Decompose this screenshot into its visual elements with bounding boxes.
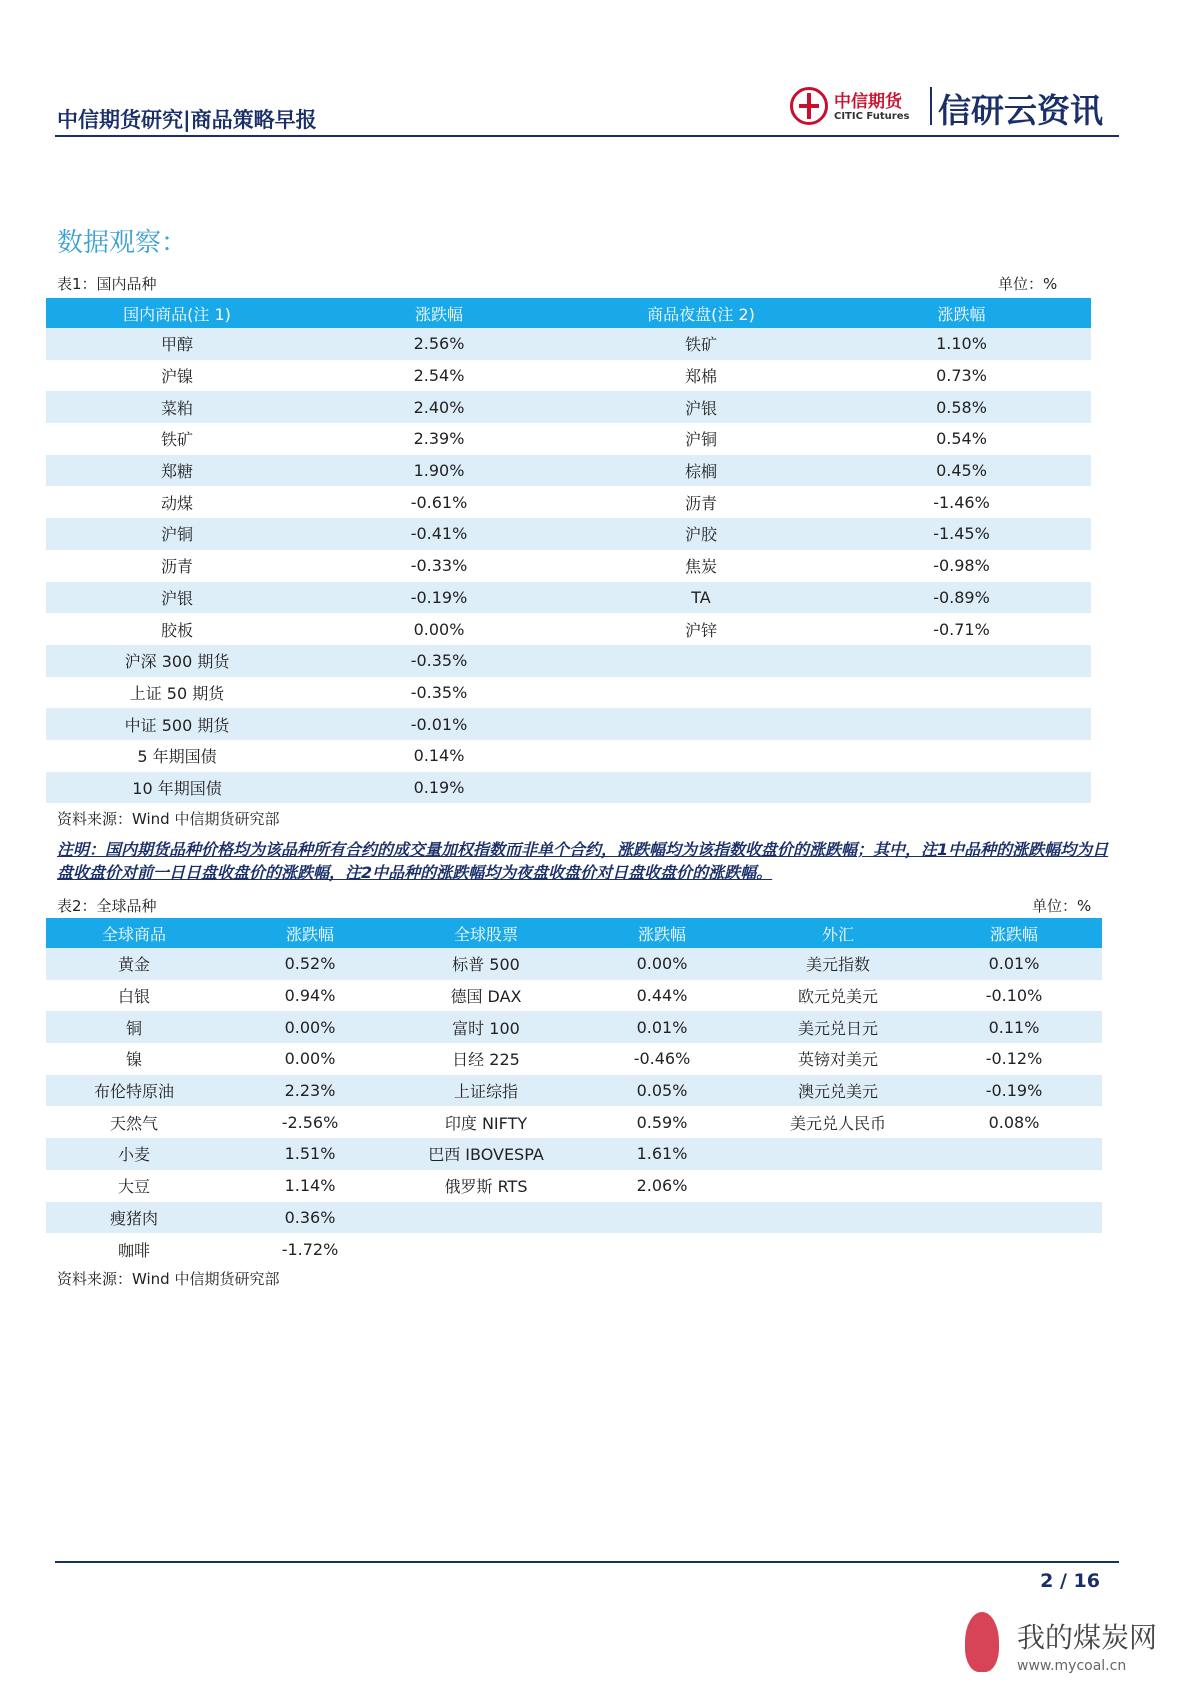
domestic-table	[46, 298, 1091, 803]
table-row	[46, 455, 1091, 487]
table-cell: 1.14%	[284, 1176, 336, 1196]
table-cell: 郑棉	[684, 367, 717, 387]
table-cell: 1.61%	[636, 1144, 688, 1164]
table-row	[46, 645, 1091, 677]
table-cell: 2.40%	[413, 397, 465, 417]
table-cell: 铁矿	[684, 335, 717, 355]
table1-source: 资料来源：Wind 中信期货研究部	[57, 810, 280, 828]
table-cell: 小麦	[117, 1145, 150, 1165]
table2-source: 资料来源：Wind 中信期货研究部	[57, 1270, 280, 1288]
watermark-cn: 我的煤炭网	[1017, 1621, 1158, 1654]
header-cell: 涨跌幅	[637, 924, 686, 944]
table-row	[46, 740, 1091, 772]
table-cell: 0.08%	[988, 1112, 1040, 1132]
table-cell: 布伦特原油	[93, 1082, 174, 1102]
table-cell: 富时 100	[452, 1018, 520, 1038]
table-cell: 0.59%	[636, 1112, 688, 1132]
table-cell: 巴西 IBOVESPA	[428, 1145, 544, 1165]
table-cell: 印度 NIFTY	[444, 1113, 528, 1133]
table-cell: 0.52%	[284, 954, 336, 974]
table-cell: 沥青	[160, 557, 193, 577]
table-cell: 菜粕	[160, 398, 193, 418]
table-cell: -0.35%	[410, 682, 468, 702]
table-cell: 动煤	[160, 493, 193, 513]
table-cell: 胶板	[160, 620, 193, 640]
table-cell: 沪铜	[160, 525, 193, 545]
table-cell: 0.00%	[284, 1049, 336, 1069]
table-cell: -0.19%	[985, 1081, 1043, 1101]
table-cell: -0.98%	[933, 556, 990, 576]
table-cell: 黄金	[117, 955, 150, 975]
table-row	[46, 391, 1091, 423]
watermark	[955, 1610, 1185, 1690]
table-row	[46, 486, 1091, 518]
table1-unit: 单位：%	[998, 275, 1058, 293]
flame-icon	[965, 1612, 999, 1672]
citic-logo	[790, 85, 1120, 135]
table-row	[46, 1138, 1102, 1170]
table-cell: 咖啡	[117, 1240, 150, 1260]
table-cell: 德国 DAX	[450, 987, 522, 1007]
table-row	[46, 328, 1091, 360]
logo-en-text: CITIC Futures	[834, 111, 910, 122]
table-cell: 美元兑日元	[797, 1018, 878, 1038]
table-cell: 天然气	[109, 1113, 158, 1133]
footer-rule	[55, 1561, 1119, 1563]
table-row	[46, 518, 1091, 550]
table-note: 注明：国内期货品种价格均为该品种所有合约的成交量加权指数而非单个合约，涨跌幅均为该指数收盘价的涨跌幅；其中，注1中品种的涨跌幅均为日盘收盘价对前一日日盘收盘价的涨跌幅，注2中品种的涨跌幅均为夜盘收盘价对日盘收盘价的涨跌幅。	[57, 840, 1109, 882]
table-cell: 2.39%	[413, 429, 465, 449]
header-cell: 涨跌幅	[937, 304, 986, 324]
table-cell: 上证综指	[453, 1082, 518, 1102]
table-cell: -1.45%	[933, 524, 990, 544]
table-row	[46, 948, 1102, 980]
table-cell: 沥青	[684, 493, 717, 513]
header-rule	[55, 135, 1119, 137]
header-cell: 商品夜盘(注 2)	[647, 304, 755, 324]
table-cell: 0.14%	[413, 746, 465, 766]
table-cell: 0.58%	[936, 397, 987, 417]
table-cell: 美元兑人民币	[789, 1113, 886, 1133]
table-row	[46, 1202, 1102, 1234]
table-cell: 棕榈	[684, 462, 717, 482]
table-cell: 0.00%	[636, 954, 688, 974]
table-row	[46, 1233, 1102, 1265]
table-cell: 1.10%	[936, 334, 987, 354]
table-cell: 0.94%	[284, 986, 336, 1006]
table-cell: 标普 500	[452, 955, 520, 975]
section-title: 数据观察：	[57, 228, 188, 258]
table-cell: 日经 225	[452, 1050, 520, 1070]
table-row	[46, 1011, 1102, 1043]
table-cell: 0.36%	[284, 1207, 336, 1227]
table-cell: -0.33%	[410, 556, 468, 576]
table-row	[46, 423, 1091, 455]
table-cell: 2.56%	[413, 334, 465, 354]
table-cell: 沪深 300 期货	[124, 652, 230, 672]
table1-caption: 表1：国内品种	[57, 275, 157, 293]
table-cell: 沪镍	[160, 367, 193, 387]
table-cell: 1.90%	[413, 461, 465, 481]
global-table	[46, 918, 1102, 1265]
table-cell: -0.19%	[410, 587, 468, 607]
table-cell: -0.46%	[633, 1049, 691, 1069]
table-row	[46, 1075, 1102, 1107]
logo-cn-text: 中信期货	[834, 92, 902, 112]
table-cell: 瘦猪肉	[109, 1208, 158, 1228]
header-cell: 全球股票	[453, 924, 518, 944]
table-cell: 0.44%	[636, 986, 688, 1006]
table-row	[46, 772, 1091, 804]
table-cell: 铜	[125, 1018, 142, 1038]
table-cell: 中证 500 期货	[124, 715, 230, 735]
table-cell: 0.19%	[413, 777, 465, 797]
table-cell: 甲醇	[160, 335, 193, 355]
table-cell: -0.41%	[410, 524, 468, 544]
table-row	[46, 980, 1102, 1012]
table-cell: -0.61%	[410, 492, 468, 512]
table-cell: 0.45%	[936, 461, 987, 481]
table-cell: 沪银	[684, 398, 717, 418]
table-cell: 铁矿	[160, 430, 193, 450]
table-cell: 美元指数	[805, 955, 870, 975]
report-header-title: 中信期货研究|商品策略早报	[57, 108, 317, 132]
table-row	[46, 360, 1091, 392]
table-row	[46, 582, 1091, 614]
table-cell: -0.01%	[410, 714, 468, 734]
brand-name: 信研云资讯	[938, 91, 1103, 130]
table-cell: -0.89%	[933, 587, 990, 607]
table-cell: 俄罗斯 RTS	[444, 1177, 528, 1197]
table-header-row	[46, 918, 1102, 948]
header-cell: 涨跌幅	[989, 924, 1038, 944]
table-cell: 0.01%	[988, 954, 1040, 974]
logo-divider	[930, 87, 932, 125]
table-cell: 2.54%	[413, 366, 465, 386]
table-cell: 0.54%	[936, 429, 987, 449]
page-number: 2 / 16	[1040, 1570, 1100, 1592]
header-cell: 外汇	[821, 924, 854, 944]
table-cell: 镍	[125, 1050, 142, 1070]
table-cell: 1.51%	[284, 1144, 336, 1164]
table-cell: -0.35%	[410, 651, 468, 671]
header-cell: 全球商品	[101, 924, 166, 944]
table-cell: 白银	[117, 987, 150, 1007]
table-row	[46, 708, 1091, 740]
table-cell: 0.00%	[413, 619, 465, 639]
table-cell: 上证 50 期货	[129, 683, 225, 703]
table-row	[46, 550, 1091, 582]
table-row	[46, 613, 1091, 645]
table-cell: 5 年期国债	[137, 747, 217, 767]
table-cell: -0.10%	[985, 986, 1043, 1006]
table-cell: 澳元兑美元	[797, 1082, 878, 1102]
table-cell: 0.05%	[636, 1081, 688, 1101]
table-cell: 0.01%	[636, 1017, 688, 1037]
table-cell: 沪锌	[684, 620, 717, 640]
table-row	[46, 1170, 1102, 1202]
table-cell: 郑糖	[160, 462, 193, 482]
table-cell: 欧元兑美元	[797, 987, 878, 1007]
header-cell: 涨跌幅	[285, 924, 334, 944]
table-cell: 2.06%	[636, 1176, 688, 1196]
watermark-url: www.mycoal.cn	[1017, 1658, 1127, 1674]
table-row	[46, 677, 1091, 709]
table-cell: TA	[691, 587, 711, 607]
table-cell: 0.00%	[284, 1017, 336, 1037]
table-cell: 焦炭	[684, 557, 717, 577]
table-cell: 大豆	[117, 1177, 150, 1197]
table-cell: -1.46%	[933, 492, 990, 512]
table-cell: 2.23%	[284, 1081, 336, 1101]
table-cell: 0.11%	[988, 1017, 1040, 1037]
table-cell: 英镑对美元	[797, 1050, 878, 1070]
citic-logo-icon	[790, 87, 828, 125]
table-row	[46, 1043, 1102, 1075]
table2-caption: 表2：全球品种	[57, 897, 157, 915]
table-header-row	[46, 298, 1091, 328]
header-cell: 涨跌幅	[414, 304, 463, 324]
table-cell: -0.12%	[985, 1049, 1043, 1069]
table-cell: 沪胶	[684, 525, 717, 545]
table-row	[46, 1106, 1102, 1138]
table-cell: 沪银	[160, 588, 193, 608]
table-cell: 沪铜	[684, 430, 717, 450]
table-cell: 10 年期国债	[132, 778, 222, 798]
table-cell: -2.56%	[281, 1112, 339, 1132]
table-cell: -0.71%	[933, 619, 990, 639]
table2-unit: 单位：%	[1032, 897, 1092, 915]
table-cell: 0.73%	[936, 366, 987, 386]
table-cell: -1.72%	[281, 1239, 339, 1259]
header-cell: 国内商品(注 1)	[123, 304, 231, 324]
